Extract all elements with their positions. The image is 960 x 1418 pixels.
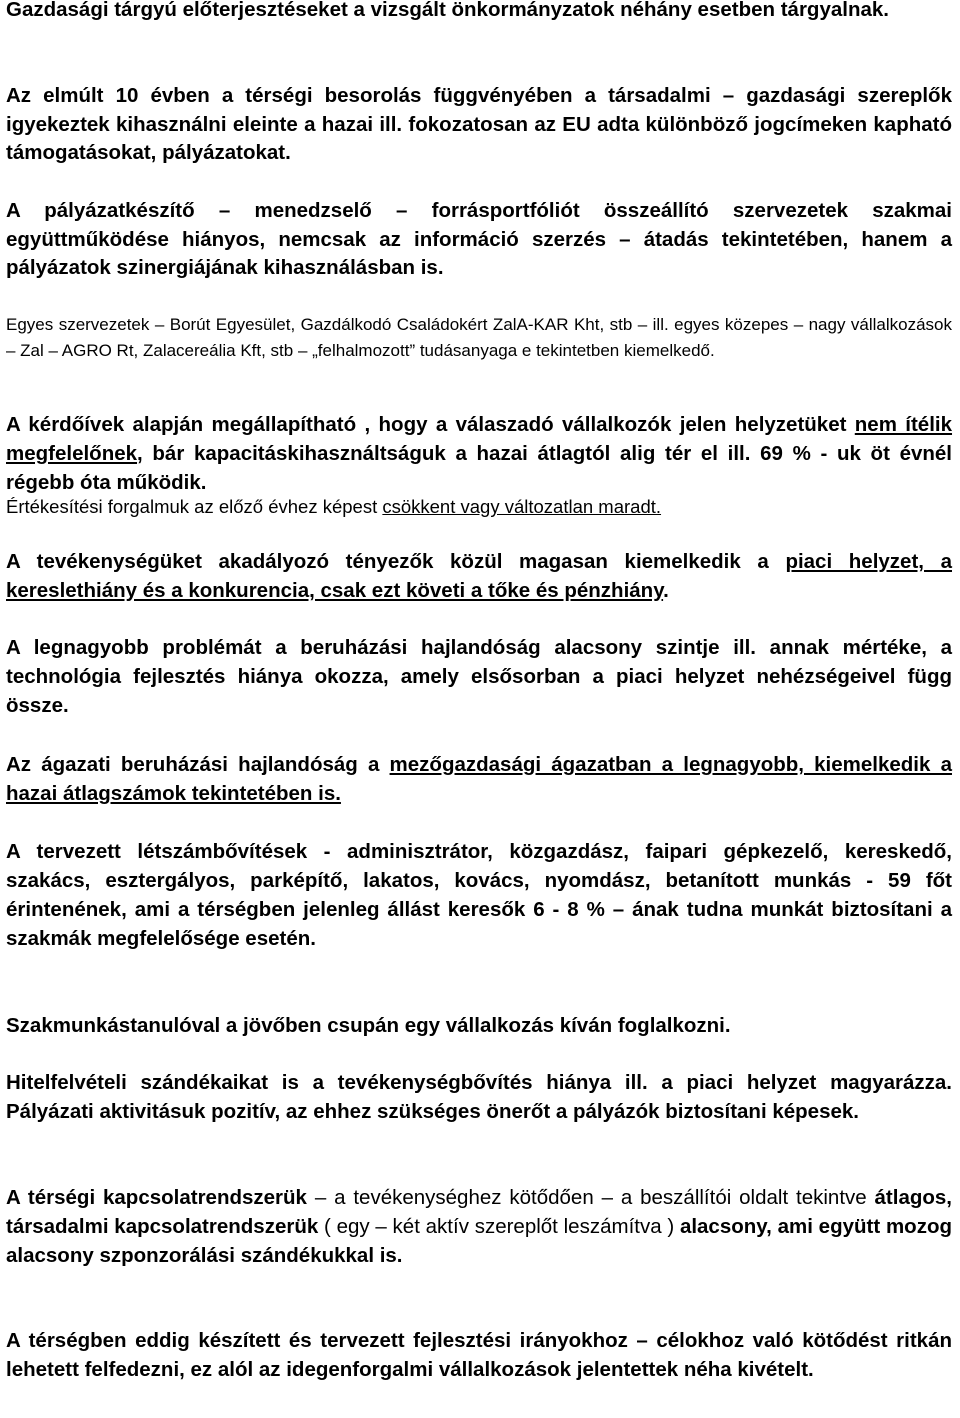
- p13-text-a: A térségi kapcsolatrendszerük: [6, 1186, 307, 1209]
- paragraph-11: Szakmunkástanulóval a jövőben csupán egy vállalkozás kíván foglalkozni.: [6, 1014, 731, 1037]
- paragraph-1: Gazdasági tárgyú előterjesztéseket a vizsgált önkormányzatok néhány esetben tárgyalnak.: [6, 0, 889, 21]
- paragraph-14: A térségben eddig készített és tervezett fejlesztési irányokhoz – célokhoz való kötődést ritkán lehetett felfedezni, ez alól az idegenforgalmi vállalkozások jelentettek néha kivételt.: [6, 1329, 952, 1381]
- paragraph-7: [6, 547, 952, 605]
- p13-text-c: átlagos, társadalmi kapcsolatrendszerük: [6, 1186, 952, 1238]
- paragraph-9: [6, 750, 952, 808]
- paragraph-5: [6, 410, 952, 497]
- p7-text-a: A tevékenységüket akadályozó tényezők közül magasan kiemelkedik a: [6, 550, 786, 573]
- p13-text-e: alacsony, ami együtt mozog alacsony szponzorálási szándékukkal is.: [6, 1215, 952, 1267]
- p6-underlined: csökkent vagy változatlan maradt.: [382, 496, 662, 517]
- p13-text-d: ( egy – két aktív szereplőt leszámítva ): [318, 1215, 680, 1238]
- p9-underlined: mezőgazdasági ágazatban a legnagyobb, kiemelkedik a hazai átlagszámok tekintetében is.: [6, 753, 952, 805]
- p5-underlined: nem ítélik megfelelőnek: [6, 413, 953, 465]
- paragraph-10: A tervezett létszámbővítések - adminisztrátor, közgazdász, faipari gépkezelő, kereskedő, szakács, esztergályos, parképítő, lakatos, kovács, nyomdász, betanított munkás - 59 főt érintenének, ami a térségben jelenleg állást keresők 6 - 8 % – ának tudna munkát biztosítani a szakmák megfelelősége esetén.: [6, 840, 952, 950]
- paragraph-2: Az elmúlt 10 évben a térségi besorolás függvényében a társadalmi – gazdasági szereplők igyekeztek kihasználni eleinte a hazai ill. fokozatosan az EU adta különböző jogcímeken kapható támogatásokat, pályázatokat.: [6, 84, 952, 165]
- p6-text-a: Értékesítési forgalmuk az előző évhez képest: [6, 496, 383, 517]
- p13-text-b: – a tevékenységhez kötődően – a beszállítói oldalt tekintve: [306, 1186, 875, 1209]
- paragraph-8: A legnagyobb problémát a beruházási hajlandóság alacsony szintje ill. annak mértéke, a technológia fejlesztés hiánya okozza, amely elsősorban a piaci helyzet nehézségeivel függ össze.: [6, 636, 952, 717]
- p5-text-b: , bár kapacitáskihasználtságuk a hazai átlagtól alig tér el ill. 69 % - uk öt évnél régebb óta működik.: [6, 442, 952, 494]
- p5-text-a: A kérdőívek alapján megállapítható , hogy a válaszadó vállalkozók jelen helyzetüket: [6, 413, 855, 436]
- p9-text-a: Az ágazati beruházási hajlandóság a: [6, 753, 390, 776]
- paragraph-6: [6, 492, 952, 521]
- paragraph-13: [6, 1183, 952, 1270]
- p7-text-b: .: [663, 579, 669, 602]
- paragraph-3: A pályázatkészítő – menedzselő – forrásportfóliót összeállító szervezetek szakmai együttműködése hiányos, nemcsak az információ szerzés – átadás tekintetében, hanem a pályázatok szinergiájának kihasználásban is.: [6, 199, 952, 280]
- p7-underlined: piaci helyzet, a kereslethiány és a konkurencia, csak ezt követi a tőke és pénzhiány: [6, 550, 952, 602]
- paragraph-4: Egyes szervezetek – Borút Egyesület, Gazdálkodó Családokért ZalA-KAR Kht, stb – ill. egyes közepes – nagy vállalkozások – Zal – AGRO Rt, Zalacereália Kft, stb – „felhalmozott” tudásanyaga e tekintetben kiemelkedő.: [6, 315, 952, 360]
- paragraph-12: Hitelfelvételi szándékaikat is a tevékenységbővítés hiánya ill. a piaci helyzet magyarázza. Pályázati aktivitásuk pozitív, az ehhez szükséges önerőt a pályázók biztosítani képesek.: [6, 1071, 952, 1123]
